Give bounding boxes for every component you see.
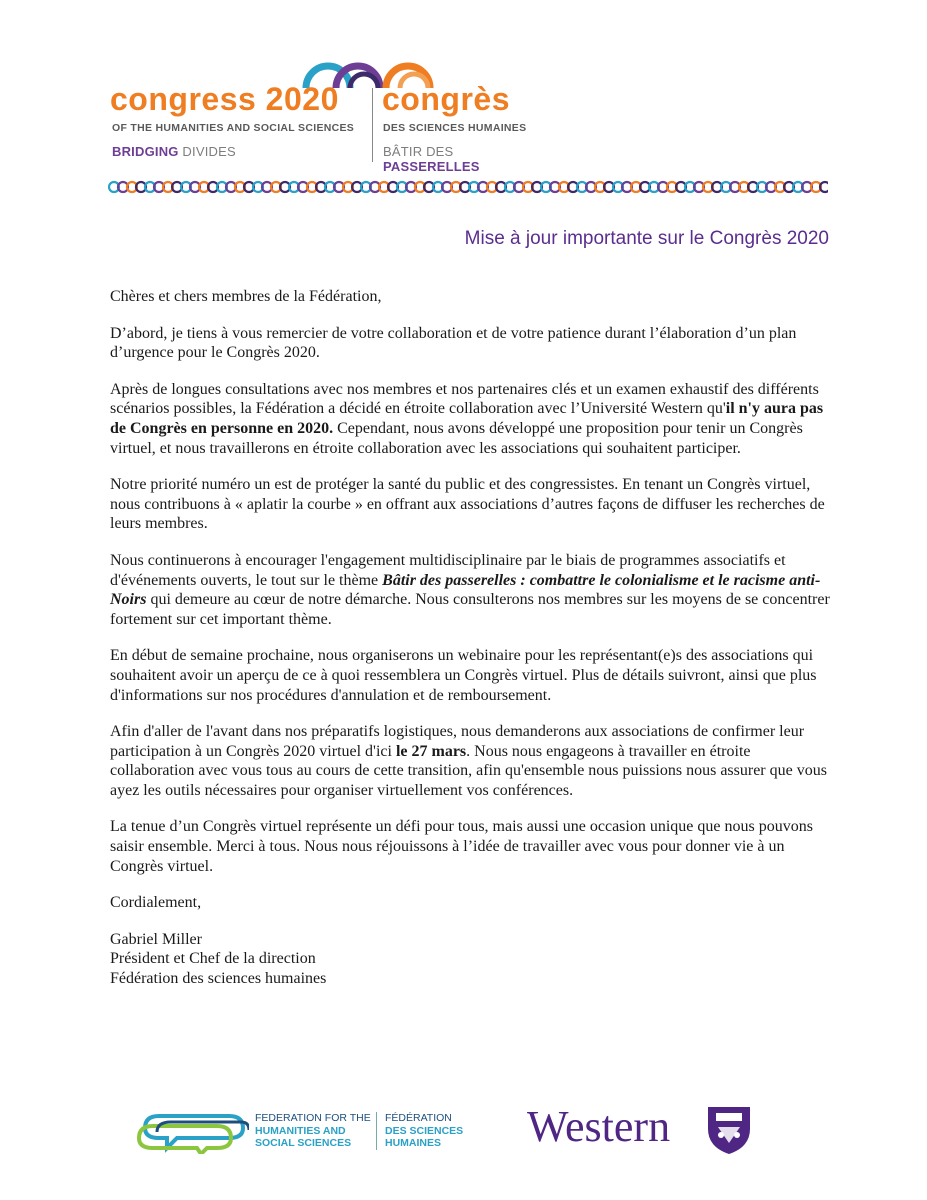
signer-title: Président et Chef de la direction xyxy=(110,950,316,968)
decorative-chain-border-icon xyxy=(108,180,828,194)
paragraph-1: D’abord, je tiens à vous remercier de votre collaboration et de votre patience durant l’élaboration d’un plan d’urgence pour le Congrès 2020. xyxy=(110,324,797,362)
logo-word-fr: congrès xyxy=(382,81,510,117)
greeting: Chères et chers membres de la Fédération, xyxy=(110,288,382,305)
logo-subtitle-fr: DES SCIENCES HUMAINES xyxy=(383,122,527,134)
logo-subtitle-en: OF THE HUMANITIES AND SOCIAL SCIENCES xyxy=(112,122,355,134)
tagline-fr-thin: BÂTIR DES xyxy=(383,144,454,159)
western-wordmark: Western xyxy=(527,1102,671,1151)
tagline-fr-bold: PASSERELLES xyxy=(383,159,480,174)
fed-fr-line-3: HUMAINES xyxy=(385,1137,442,1149)
paragraph-4-text-a: Nous continuerons à encourager l'engagement multidisciplinaire par le biais de programmes associatifs et d'événements ouverts, le tout sur le thème xyxy=(110,551,786,589)
paragraph-4-text-b: qui demeure au cœur de notre démarche. Nous consulterons nos membres sur les moyens de se concentrer fortement sur cet important thème. xyxy=(110,591,830,628)
signer-organization: Fédération des sciences humaines xyxy=(110,970,327,988)
tagline-en-thin: DIVIDES xyxy=(182,144,236,159)
paragraph-6-text-a: Afin d'aller de l'avant dans nos préparatifs logistiques, nous demanderons aux associations de confirmer leur participation à un Congrès 2020 virtuel d'ici xyxy=(110,723,805,760)
fed-en-line-1: FEDERATION FOR THE xyxy=(255,1112,371,1124)
paragraph-7: La tenue d’un Congrès virtuel représente un défi pour tous, mais aussi une occasion unique que nous pouvons saisir ensemble. Merci à tous. Nous nous réjouissons à l’idée de travailler avec vous pour donner vie à un Congrès virtuel. xyxy=(110,818,813,875)
fed-fr-line-1: FÉDÉRATION xyxy=(385,1112,452,1124)
fed-en-line-2: HUMANITIES AND xyxy=(255,1124,346,1137)
federation-divider xyxy=(376,1112,377,1150)
paragraph-6-text-b: . Nous nous engageons à travailler en étroite collaboration avec vous tous au cours de cette transition, afin qu'ensemble nous puissions nous assurer que vous ayez les outils nécessaires pour organiser virtuellement vos conférences. xyxy=(110,742,827,799)
fed-en-line-3: SOCIAL SCIENCES xyxy=(255,1137,352,1149)
federation-name-fr xyxy=(385,1112,463,1150)
western-crest-icon xyxy=(706,1105,752,1155)
paragraph-2-text-b: Cependant, nous avons développé une proposition pour tenir un Congrès virtuel, et nous travaillerons en étroite collaboration avec les associations qui souhaitent participer. xyxy=(110,419,803,457)
document-title: Mise à jour importante sur le Congrès 2020 xyxy=(464,228,829,249)
paragraph-2 xyxy=(110,380,830,458)
federation-name-en xyxy=(255,1112,371,1150)
paragraph-3: Notre priorité numéro un est de protéger la santé du public et des congressistes. En tenant un Congrès virtuel, nous contribuons à « aplatir la courbe » en offrant aux associations d’autres façons de diffuser les recherches de leurs membres. xyxy=(110,476,825,533)
letter-body xyxy=(110,287,830,989)
paragraph-2-text-a: Après de longues consultations avec nos membres et nos partenaires clés et un examen exhaustif des différents scénarios possibles, la Fédération a décidé en étroite collaboration avec l’Université Western qu' xyxy=(110,380,819,418)
paragraph-6 xyxy=(110,722,830,800)
fed-fr-line-2: DES SCIENCES xyxy=(385,1124,464,1137)
paragraph-6-deadline: le 27 mars xyxy=(395,742,467,760)
closing: Cordialement, xyxy=(110,894,202,912)
paragraph-4 xyxy=(110,551,830,629)
logo-word-en: congress 2020 xyxy=(110,81,339,117)
paragraph-4-theme: Bâtir des passerelles : combattre le colonialisme et le racisme anti-Noirs xyxy=(110,571,821,609)
signer-name: Gabriel Miller xyxy=(110,930,202,948)
logo-tagline-en xyxy=(112,144,236,159)
congress-logo xyxy=(110,50,530,174)
logo-tagline-fr xyxy=(383,144,530,174)
logo-divider xyxy=(372,88,373,162)
tagline-en-bold: BRIDGING xyxy=(112,144,179,159)
federation-speech-bubbles-icon xyxy=(137,1108,249,1154)
paragraph-2-emphasis: il n'y aura pas de Congrès en personne en 2020. xyxy=(110,400,824,437)
paragraph-5: En début de semaine prochaine, nous organiserons un webinaire pour les représentant(e)s des associations qui souhaitent avoir un aperçu de ce à quoi ressemblera un Congrès virtuel. Plus de détails suivront, ainsi que plus d'informations sur nos procédures d'annulation et de remboursement. xyxy=(110,647,817,704)
